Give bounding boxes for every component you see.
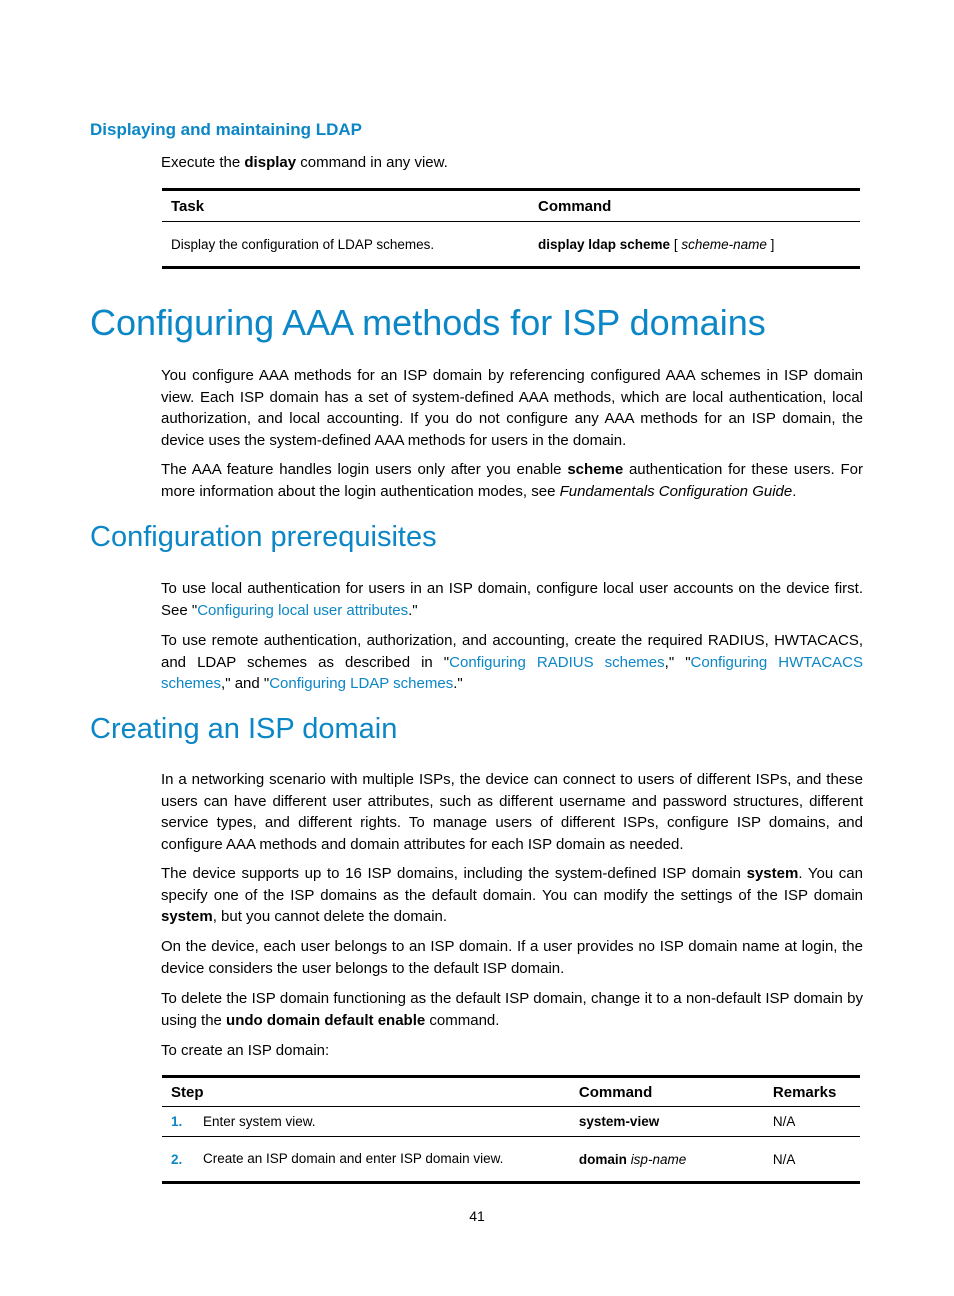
create-paragraph-1: In a networking scenario with multiple ISPs, the device can connect to users of different ISPs, and these users can have different user attributes, such as different username and password structures, different service types, and different rights. To manage users of different ISPs, configure ISP domains, and configure AAA methods and domain attributes for each ISP domain as needed. — [161, 771, 863, 853]
step-remarks: N/A — [772, 1114, 796, 1129]
table-header-task: Task — [171, 197, 205, 215]
step-number: 2. — [171, 1151, 183, 1167]
section-heading-prerequisites: Configuration prerequisites — [90, 521, 437, 553]
main-paragraph-2: The AAA feature handles login users only after you enable scheme authentication for these users. For more information about the login authentication modes, see Fundamentals Configuration Guide. — [161, 461, 863, 500]
step-number: 1. — [171, 1114, 183, 1129]
step-remarks: N/A — [772, 1151, 796, 1167]
section-heading-creating-isp-domain: Creating an ISP domain — [90, 713, 398, 745]
link-ldap-schemes[interactable]: Configuring LDAP schemes — [269, 675, 454, 692]
create-isp-domain-table — [162, 1075, 860, 1184]
link-radius-schemes[interactable]: Configuring RADIUS schemes — [449, 653, 665, 671]
step-description: Create an ISP domain and enter ISP domain view. — [203, 1151, 504, 1166]
table-header-remarks: Remarks — [772, 1083, 837, 1101]
main-paragraph-1: You configure AAA methods for an ISP domain by referencing configured AAA schemes in ISP domain view. Each ISP domain has a set of system-defined AAA methods, which are local authentication, local authorization, and local accounting. If you do not configure any AAA methods for an ISP domain, the device uses the system-defined AAA methods for users in the domain. — [161, 367, 863, 449]
create-paragraph-5: To create an ISP domain: — [161, 1042, 330, 1059]
ldap-command-table — [162, 188, 860, 269]
table-row — [162, 1107, 860, 1137]
ldap-intro: Execute the display command in any view. — [161, 154, 448, 171]
table-row — [162, 222, 860, 268]
command-cell: display ldap scheme [ scheme-name ] — [538, 236, 775, 252]
step-command: domain isp-name — [578, 1151, 687, 1167]
section-heading-ldap: Displaying and maintaining LDAP — [90, 120, 363, 139]
link-local-user-attributes[interactable]: Configuring local user attributes — [197, 601, 409, 619]
prereq-paragraph-2: To use remote authentication, authorization, and accounting, create the required RADIUS, HWTACACS, and LDAP schemes as described in "Configuring RADIUS schemes," "Configuring HWTACACS schemes," and "Configuring LDAP schemes." — [161, 632, 864, 692]
link-hwtacacs-schemes[interactable]: Configuring HWTACACS schemes — [161, 653, 864, 692]
table-header-step: Step — [171, 1083, 204, 1101]
table-header-command: Command — [538, 197, 612, 215]
create-paragraph-2: The device supports up to 16 ISP domains, including the system-defined ISP domain system. You can specify one of the ISP domains as the default domain. You can modify the settings of the ISP domain system, but you cannot delete the domain. — [161, 865, 863, 925]
step-command: system-view — [578, 1114, 660, 1129]
table-header-command: Command — [578, 1083, 653, 1101]
table-row — [162, 1137, 860, 1183]
create-paragraph-4: To delete the ISP domain functioning as the default ISP domain, change it to a non-default ISP domain by using the undo domain default enable command. — [161, 990, 863, 1029]
chapter-title: Configuring AAA methods for ISP domains — [90, 302, 766, 343]
prereq-paragraph-1: To use local authentication for users in an ISP domain, configure local user accounts on the device first. See "Configuring local user attributes." — [161, 580, 863, 619]
step-description: Enter system view. — [203, 1114, 316, 1129]
task-cell: Display the configuration of LDAP schemes. — [171, 236, 435, 252]
create-paragraph-3: On the device, each user belongs to an ISP domain. If a user provides no ISP domain name at login, the device considers the user belongs to the default ISP domain. — [161, 938, 863, 977]
page-number: 41 — [469, 1208, 485, 1224]
